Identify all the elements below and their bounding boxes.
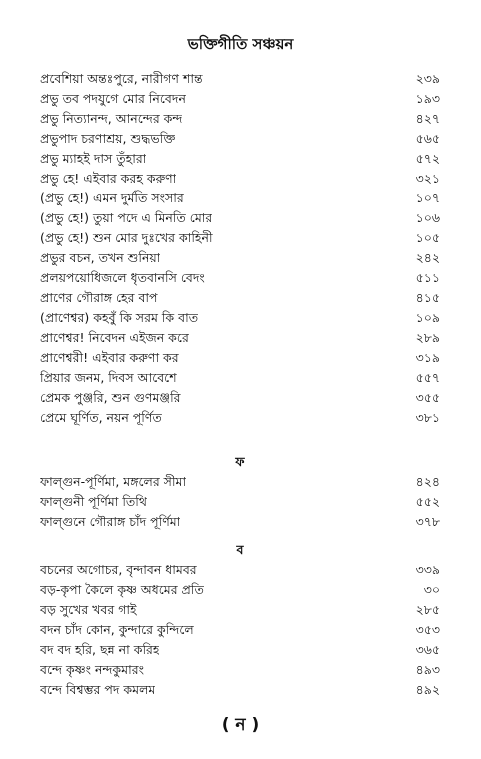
entry-page-number: ১০৯ — [415, 310, 440, 325]
index-entry — [40, 388, 440, 408]
entry-title: প্রভু নিত্যানন্দ, আনন্দের কন্দ — [40, 111, 183, 126]
entry-title: ফাল্গুনী পূর্ণিমা তিথি — [40, 494, 147, 509]
page-number-footer: ( ন ) — [221, 715, 260, 735]
entry-page-number: ৩৮১ — [415, 410, 440, 425]
entry-page-number: ১০৫ — [415, 230, 440, 245]
entry-title: প্রভু হে! এইবার করহ করুণা — [40, 171, 177, 186]
entry-page-number: ৪১৫ — [415, 290, 440, 305]
index-entry — [40, 620, 440, 640]
index-entry — [40, 208, 440, 228]
entry-page-number: ৪৯২ — [415, 682, 440, 697]
page-title: ভক্তিগীতি সঞ্চয়ন — [187, 35, 294, 53]
section-letter: ফ — [235, 454, 245, 469]
entry-title: (প্রভু হে!) তুয়া পদে এ মিনতি মোর — [40, 210, 213, 225]
entry-page-number: ৫৫৭ — [415, 370, 440, 385]
index-entry — [40, 109, 440, 129]
entry-title: প্রবেশিয়া অন্তঃপুরে, নারীগণ শান্ত — [40, 71, 203, 86]
entry-page-number: ৩৫৩ — [415, 622, 440, 637]
entry-title: প্রভু ম্যাহই দাস তুঁহারা — [40, 151, 147, 166]
index-entry — [40, 368, 440, 388]
entry-page-number: ২৩৯ — [415, 71, 440, 86]
entry-page-number: ২৮৯ — [415, 330, 440, 345]
entry-page-number: ১০৬ — [415, 210, 440, 225]
entry-title: প্রেমক পুঞ্জরি, শুন গুণমঞ্জরি — [40, 390, 181, 405]
entry-page-number: ৩৩৯ — [415, 562, 440, 577]
index-entry — [40, 472, 440, 492]
entry-page-number: ৫৫২ — [415, 494, 440, 509]
entry-title: (প্রভু হে!) শুন মোর দুঃখের কাহিনী — [40, 230, 213, 245]
index-entry — [40, 188, 440, 208]
index-entry — [40, 149, 440, 169]
entry-title: ফাল্গুনে গৌরাঙ্গ চাঁদ পূর্ণিমা — [40, 514, 181, 529]
index-entry — [40, 228, 440, 248]
index-entry — [40, 268, 440, 288]
index-entry — [40, 169, 440, 189]
entry-title: প্রেমে ঘূর্ণিত, নয়ন পূর্ণিত — [40, 410, 162, 425]
index-entry — [40, 680, 440, 700]
index-entry — [40, 69, 440, 89]
entry-page-number: ৫৭২ — [415, 151, 440, 166]
entry-page-number: ৪২৭ — [415, 111, 440, 126]
entry-page-number: ৩২১ — [415, 171, 440, 186]
index-entry — [40, 308, 440, 328]
entry-page-number: ১৯৩ — [415, 91, 440, 106]
entry-page-number: ৩০ — [423, 582, 440, 597]
entry-page-number: ৪২৪ — [415, 474, 440, 489]
entry-title: প্রাণেশ্বরী! এইবার করুণা কর — [40, 350, 179, 365]
entry-title: প্রিয়ার জনম, দিবস আবেশে — [40, 370, 177, 385]
entry-title: (প্রভু হে!) এমন দুর্মতি সংসার — [40, 190, 184, 205]
index-entry — [40, 580, 440, 600]
index-entry — [40, 348, 440, 368]
entry-title: প্রভুপাদ চরণাশ্রয়, শুদ্ধভক্তি — [40, 131, 176, 146]
entry-title: প্রাণের গৌরাঙ্গ হের বাপ — [40, 290, 158, 305]
entry-title: বন্দে কৃষ্ণং নন্দকুমারং — [40, 662, 144, 677]
entry-title: বড়-কৃপা কৈলে কৃষ্ণ অধমের প্রতি — [40, 582, 204, 597]
index-entry — [40, 408, 440, 428]
entry-page-number: ৪৯৩ — [415, 662, 440, 677]
entry-title: ফাল্গুন-পূর্ণিমা, মঙ্গলের সীমা — [40, 474, 187, 489]
entry-page-number: ৫১১ — [415, 270, 440, 285]
entry-title: প্রাণেশ্বর! নিবেদন এইজন করে — [40, 330, 189, 345]
entry-title: বন্দে বিশ্বম্ভর পদ কমলম — [40, 682, 156, 697]
index-entry — [40, 89, 440, 109]
index-entry — [40, 288, 440, 308]
section-letter: ব — [236, 542, 244, 557]
index-entry — [40, 560, 440, 580]
index-entry — [40, 492, 440, 512]
index-entry — [40, 600, 440, 620]
entry-title: প্রভুর বচন, তখন শুনিয়া — [40, 250, 161, 265]
entry-page-number: ৩৬৫ — [415, 642, 440, 657]
entry-page-number: ১০৭ — [415, 190, 440, 205]
index-entry — [40, 640, 440, 660]
entry-page-number: ৩১৯ — [415, 350, 440, 365]
entry-page-number: ৩৭৮ — [415, 514, 440, 529]
index-entry — [40, 512, 440, 532]
entry-title: বড় সুখের খবর গাই — [40, 602, 137, 617]
entry-title: প্রভু তব পদযুগে মোর নিবেদন — [40, 91, 186, 106]
entry-title: প্রলয়পয়োধিজলে ধৃতবানসি বেদং — [40, 270, 205, 285]
index-entry — [40, 129, 440, 149]
index-entry — [40, 660, 440, 680]
index-entry — [40, 328, 440, 348]
entry-title: বদন চাঁদ কোন, কুন্দারে কুন্দিলে — [40, 622, 194, 637]
entry-page-number: ৫৬৫ — [415, 131, 440, 146]
index-entry — [40, 248, 440, 268]
entry-page-number: ৩৫৫ — [415, 390, 440, 405]
entry-page-number: ২৪২ — [415, 250, 440, 265]
entry-title: (প্রাণেশ্বর) কহবুঁ কি সরম কি বাত — [40, 310, 199, 325]
entry-title: বচনের অগোচর, বৃন্দাবন ধামবর — [40, 562, 197, 577]
entry-page-number: ২৮৫ — [415, 602, 440, 617]
entry-title: বদ বদ হরি, ছন্ন না করিহ — [40, 642, 160, 657]
